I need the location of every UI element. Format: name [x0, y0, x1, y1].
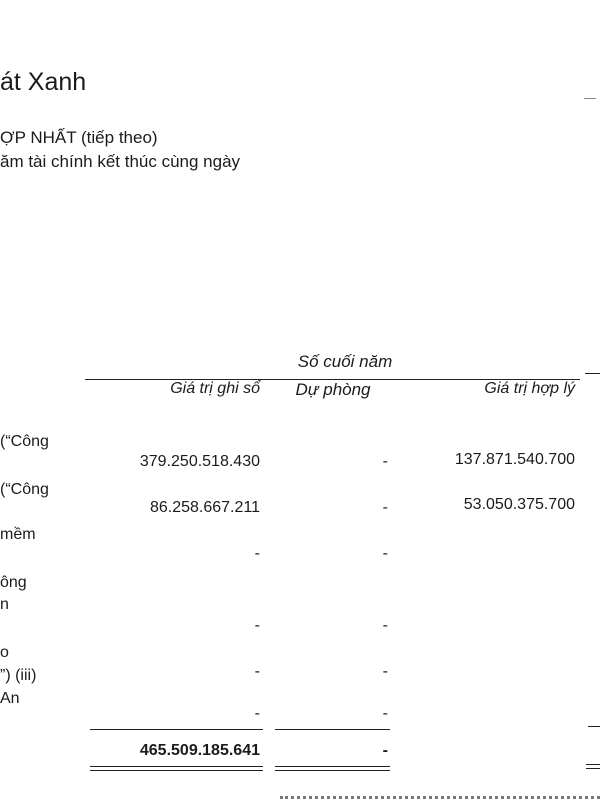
report-subtitle: ỢP NHẤT (tiếp theo) — [0, 128, 158, 147]
column-header-fair-value: Giá trị hợp lý — [484, 380, 575, 397]
row-label: (“Công — [0, 481, 49, 498]
total-double-rule-provision — [275, 770, 390, 771]
cell-book-value: - — [254, 705, 260, 722]
total-double-rule-book — [90, 766, 263, 767]
cell-provision: - — [382, 663, 388, 680]
cell-provision: - — [382, 545, 388, 562]
subtotal-rule-edge — [588, 726, 600, 727]
cut-off-text-marks — [280, 796, 600, 799]
cell-book-value: - — [254, 663, 260, 680]
cell-fair-value: 53.050.375.700 — [463, 496, 575, 513]
subtotal-rule-book — [90, 729, 263, 730]
row-label: o — [0, 644, 9, 661]
cell-provision: - — [382, 705, 388, 722]
report-period: ăm tài chính kết thúc cùng ngày — [0, 152, 241, 171]
total-double-rule-book — [90, 770, 263, 771]
row-label: mềm — [0, 526, 36, 543]
edge-mark — [584, 98, 596, 99]
total-double-rule-edge — [586, 764, 600, 765]
row-label: An — [0, 690, 20, 707]
total-book-value: 465.509.185.641 — [139, 742, 260, 759]
column-header-book-value: Giá trị ghi sổ — [170, 380, 260, 397]
cell-book-value: - — [254, 545, 260, 562]
cell-book-value: 86.258.667.211 — [149, 499, 260, 516]
total-double-rule-edge — [586, 768, 600, 769]
row-label: (“Công — [0, 433, 49, 450]
cell-book-value: 379.250.518.430 — [139, 453, 260, 470]
cell-provision: - — [382, 617, 388, 634]
row-label: ông — [0, 574, 27, 591]
row-label: n — [0, 596, 9, 613]
cell-book-value: - — [254, 617, 260, 634]
row-label: ”) (iii) — [0, 667, 37, 684]
company-name: át Xanh — [0, 68, 87, 96]
column-header-provision: Dự phòng — [295, 380, 371, 399]
cell-provision: - — [382, 453, 388, 470]
total-double-rule-provision — [275, 766, 390, 767]
cell-provision: - — [382, 499, 388, 516]
subtotal-rule-provision — [275, 729, 390, 730]
cell-fair-value: 137.871.540.700 — [454, 451, 575, 468]
group-header: Số cuối năm — [297, 352, 393, 371]
next-group-underline — [585, 373, 600, 374]
total-provision: - — [382, 742, 388, 759]
